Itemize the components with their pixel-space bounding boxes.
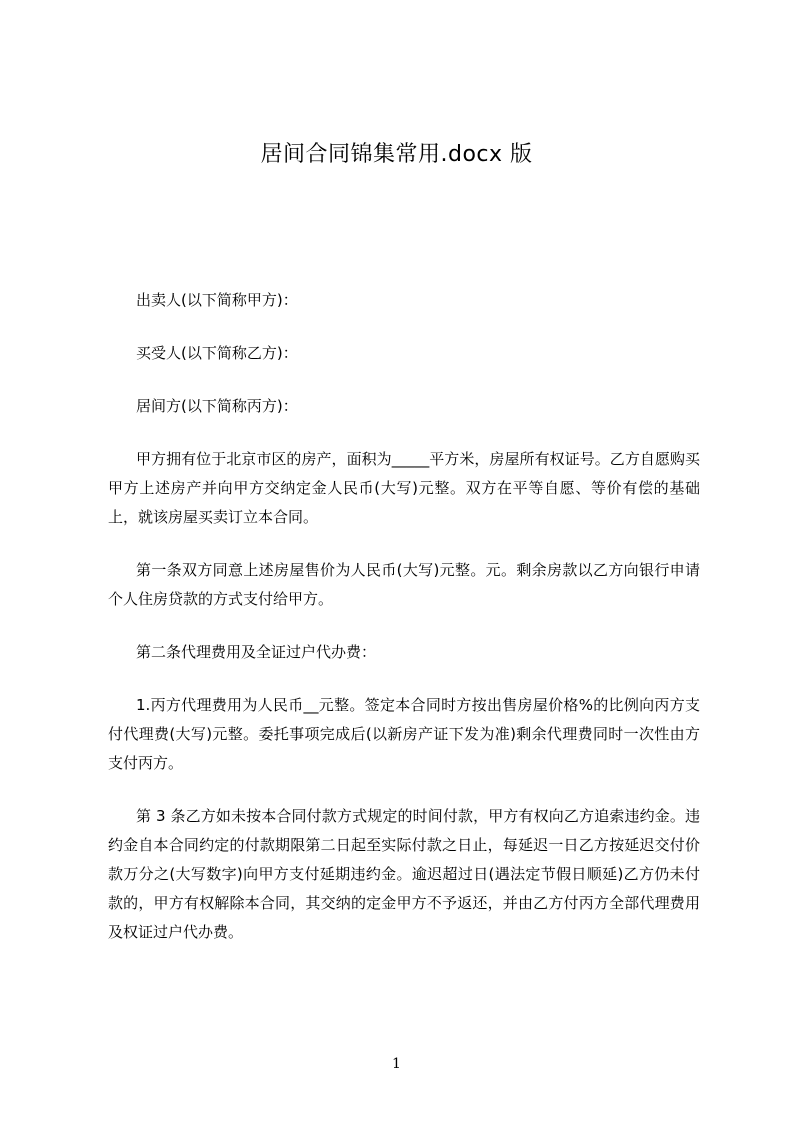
paragraph-article-3: 第 3 条乙方如未按本合同付款方式规定的时间付款，甲方有权向乙方追索违约金。违约金自本合同约定的付款期限第二日起至实际付款之日止，每延迟一日乙方按延迟交付价款万分之(大写数字)向甲方支付延期违约金。逾迟超过日(遇法定节假日顺延)乙方仍未付款的，甲方有权解除本合同，其交纳的定金甲方不予返还，并由乙方付丙方全部代理费用及权证过户代办费。 (108, 807, 700, 941)
paragraph-article-1: 第一条双方同意上述房屋售价为人民币(大写)元整。元。剩余房款以乙方向银行申请个人住房贷款的方式支付给甲方。 (108, 561, 700, 608)
paragraph-intermediary: 居间方(以下简称丙方)： (136, 397, 298, 415)
paragraph-buyer: 买受人(以下简称乙方)： (136, 344, 298, 362)
paragraph-article-2: 第二条代理费用及全证过户代办费： (136, 643, 377, 661)
paragraph-agency-fee: 1.丙方代理费用为人民币__元整。签定本合同时方按出售房屋价格%的比例向丙方支付代理费(大写)元整。委托事项完成后(以新房产证下发为准)剩余代理费同时一次性由方支付丙方。 (108, 696, 700, 772)
page-number: 1 (392, 1056, 401, 1072)
document-body (108, 286, 700, 971)
paragraph-preamble: 甲方拥有位于北京市区的房产，面积为_____平方米，房屋所有权证号。乙方自愿购买甲方上述房产并向甲方交纳定金人民币(大写)元整。双方在平等自愿、等价有偿的基础上，就该房屋买卖订立本合同。 (108, 450, 700, 526)
paragraph-seller: 出卖人(以下简称甲方)： (136, 291, 298, 309)
document-title: 居间合同锦集常用.docx 版 (260, 142, 533, 167)
